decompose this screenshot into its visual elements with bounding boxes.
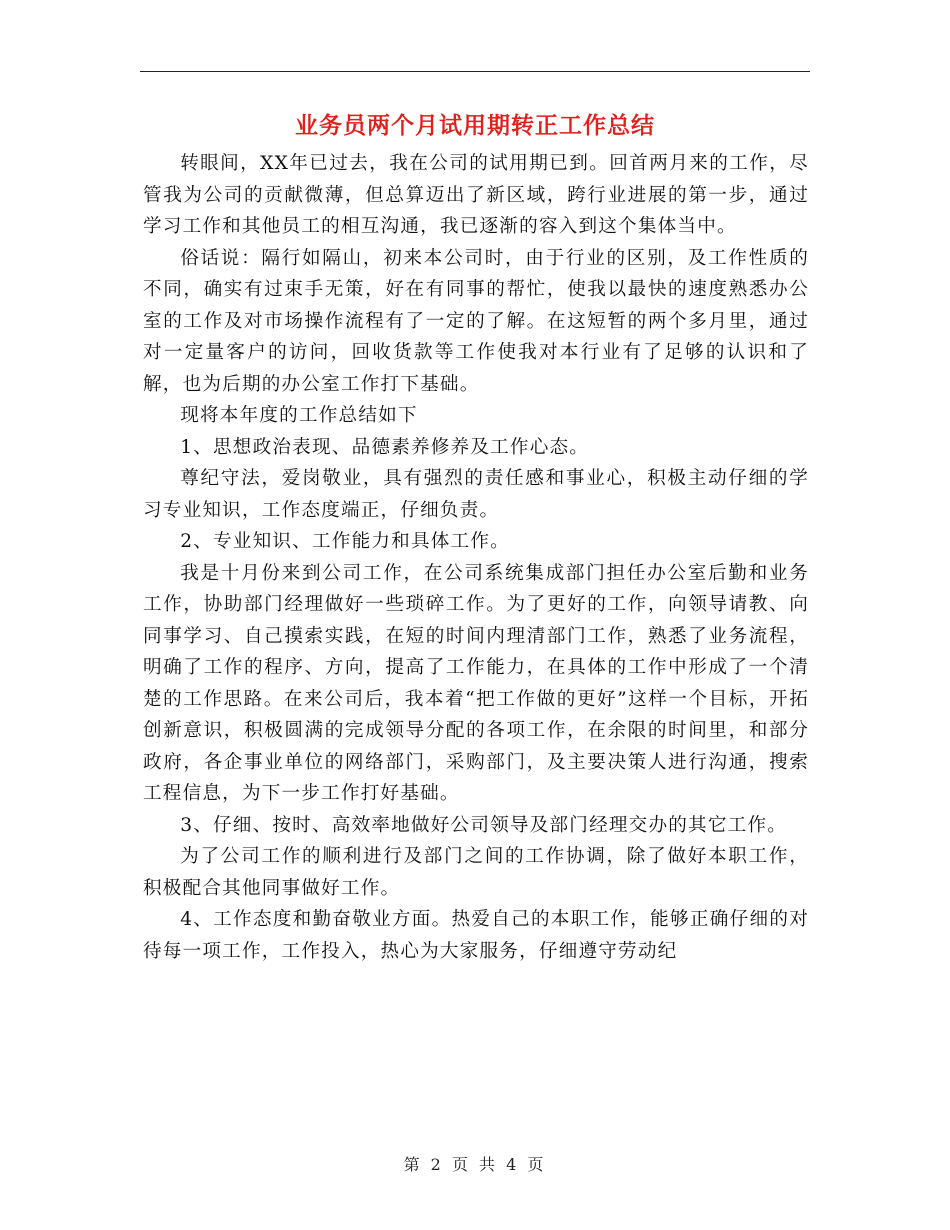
section-heading: 2、专业知识、工作能力和具体工作。 <box>180 531 510 552</box>
paragraph: 4、工作态度和勤奋敬业方面。热爱自己的本职工作，能够正确仔细的对待每一项工作，工作投入，热心为大家服务，仔细遵守劳动纪 <box>143 909 809 962</box>
header-rule <box>140 71 810 72</box>
paragraph: 俗话说：隔行如隔山，初来本公司时，由于行业的区别，及工作性质的不同，确实有过束手无策，好在有同事的帮忙，使我以最快的速度熟悉办公室的工作及对市场操作流程有了一定的了解。在这短暂的两个多月里，通过对一定量客户的访问，回收货款等工作使我对本行业有了足够的认识和了解，也为后期的办公室工作打下基础。 <box>143 247 809 395</box>
paragraph: 为了公司工作的顺利进行及部门之间的工作协调，除了做好本职工作，积极配合其他同事做好工作。 <box>143 846 809 899</box>
paragraph: 现将本年度的工作总结如下 <box>180 405 418 426</box>
section-heading: 3、仔细、按时、高效率地做好公司领导及部门经理交办的其它工作。 <box>180 814 788 836</box>
section-heading: 1、思想政治表现、品德素养修养及工作心态。 <box>180 436 590 458</box>
paragraph: 我是十月份来到公司工作，在公司系统集成部门担任办公室后勤和业务工作，协助部门经理做好一些琐碎工作。为了更好的工作，向领导请教、向同事学习、自己摸索实践，在短的时间内理清部门工作，熟悉了业务流程，明确了工作的程序、方向，提高了工作能力，在具体的工作中形成了一个清楚的工作思路。在来公司后，我本着“把工作做的更好”这样一个目标，开拓创新意识，积极圆满的完成领导分配的各项工作，在余限的时间里，和部分政府，各企事业单位的网络部门，采购部门，及主要决策人进行沟通，搜索工程信息，为下一步工作打好基础。 <box>143 562 809 804</box>
document-body <box>143 148 809 967</box>
page-number-footer: 第 2 页 共 4 页 <box>403 1155 547 1174</box>
paragraph: 尊纪守法，爱岗敬业，具有强烈的责任感和事业心，积极主动仔细的学习专业知识，工作态度端正，仔细负责。 <box>143 468 809 521</box>
paragraph: 转眼间，XX年已过去，我在公司的试用期已到。回首两月来的工作，尽管我为公司的贡献微薄，但总算迈出了新区域，跨行业进展的第一步，通过学习工作和其他员工的相互沟通，我已逐渐的容入到这个集体当中。 <box>143 153 809 237</box>
document-title: 业务员两个月试用期转正工作总结 <box>295 112 655 139</box>
